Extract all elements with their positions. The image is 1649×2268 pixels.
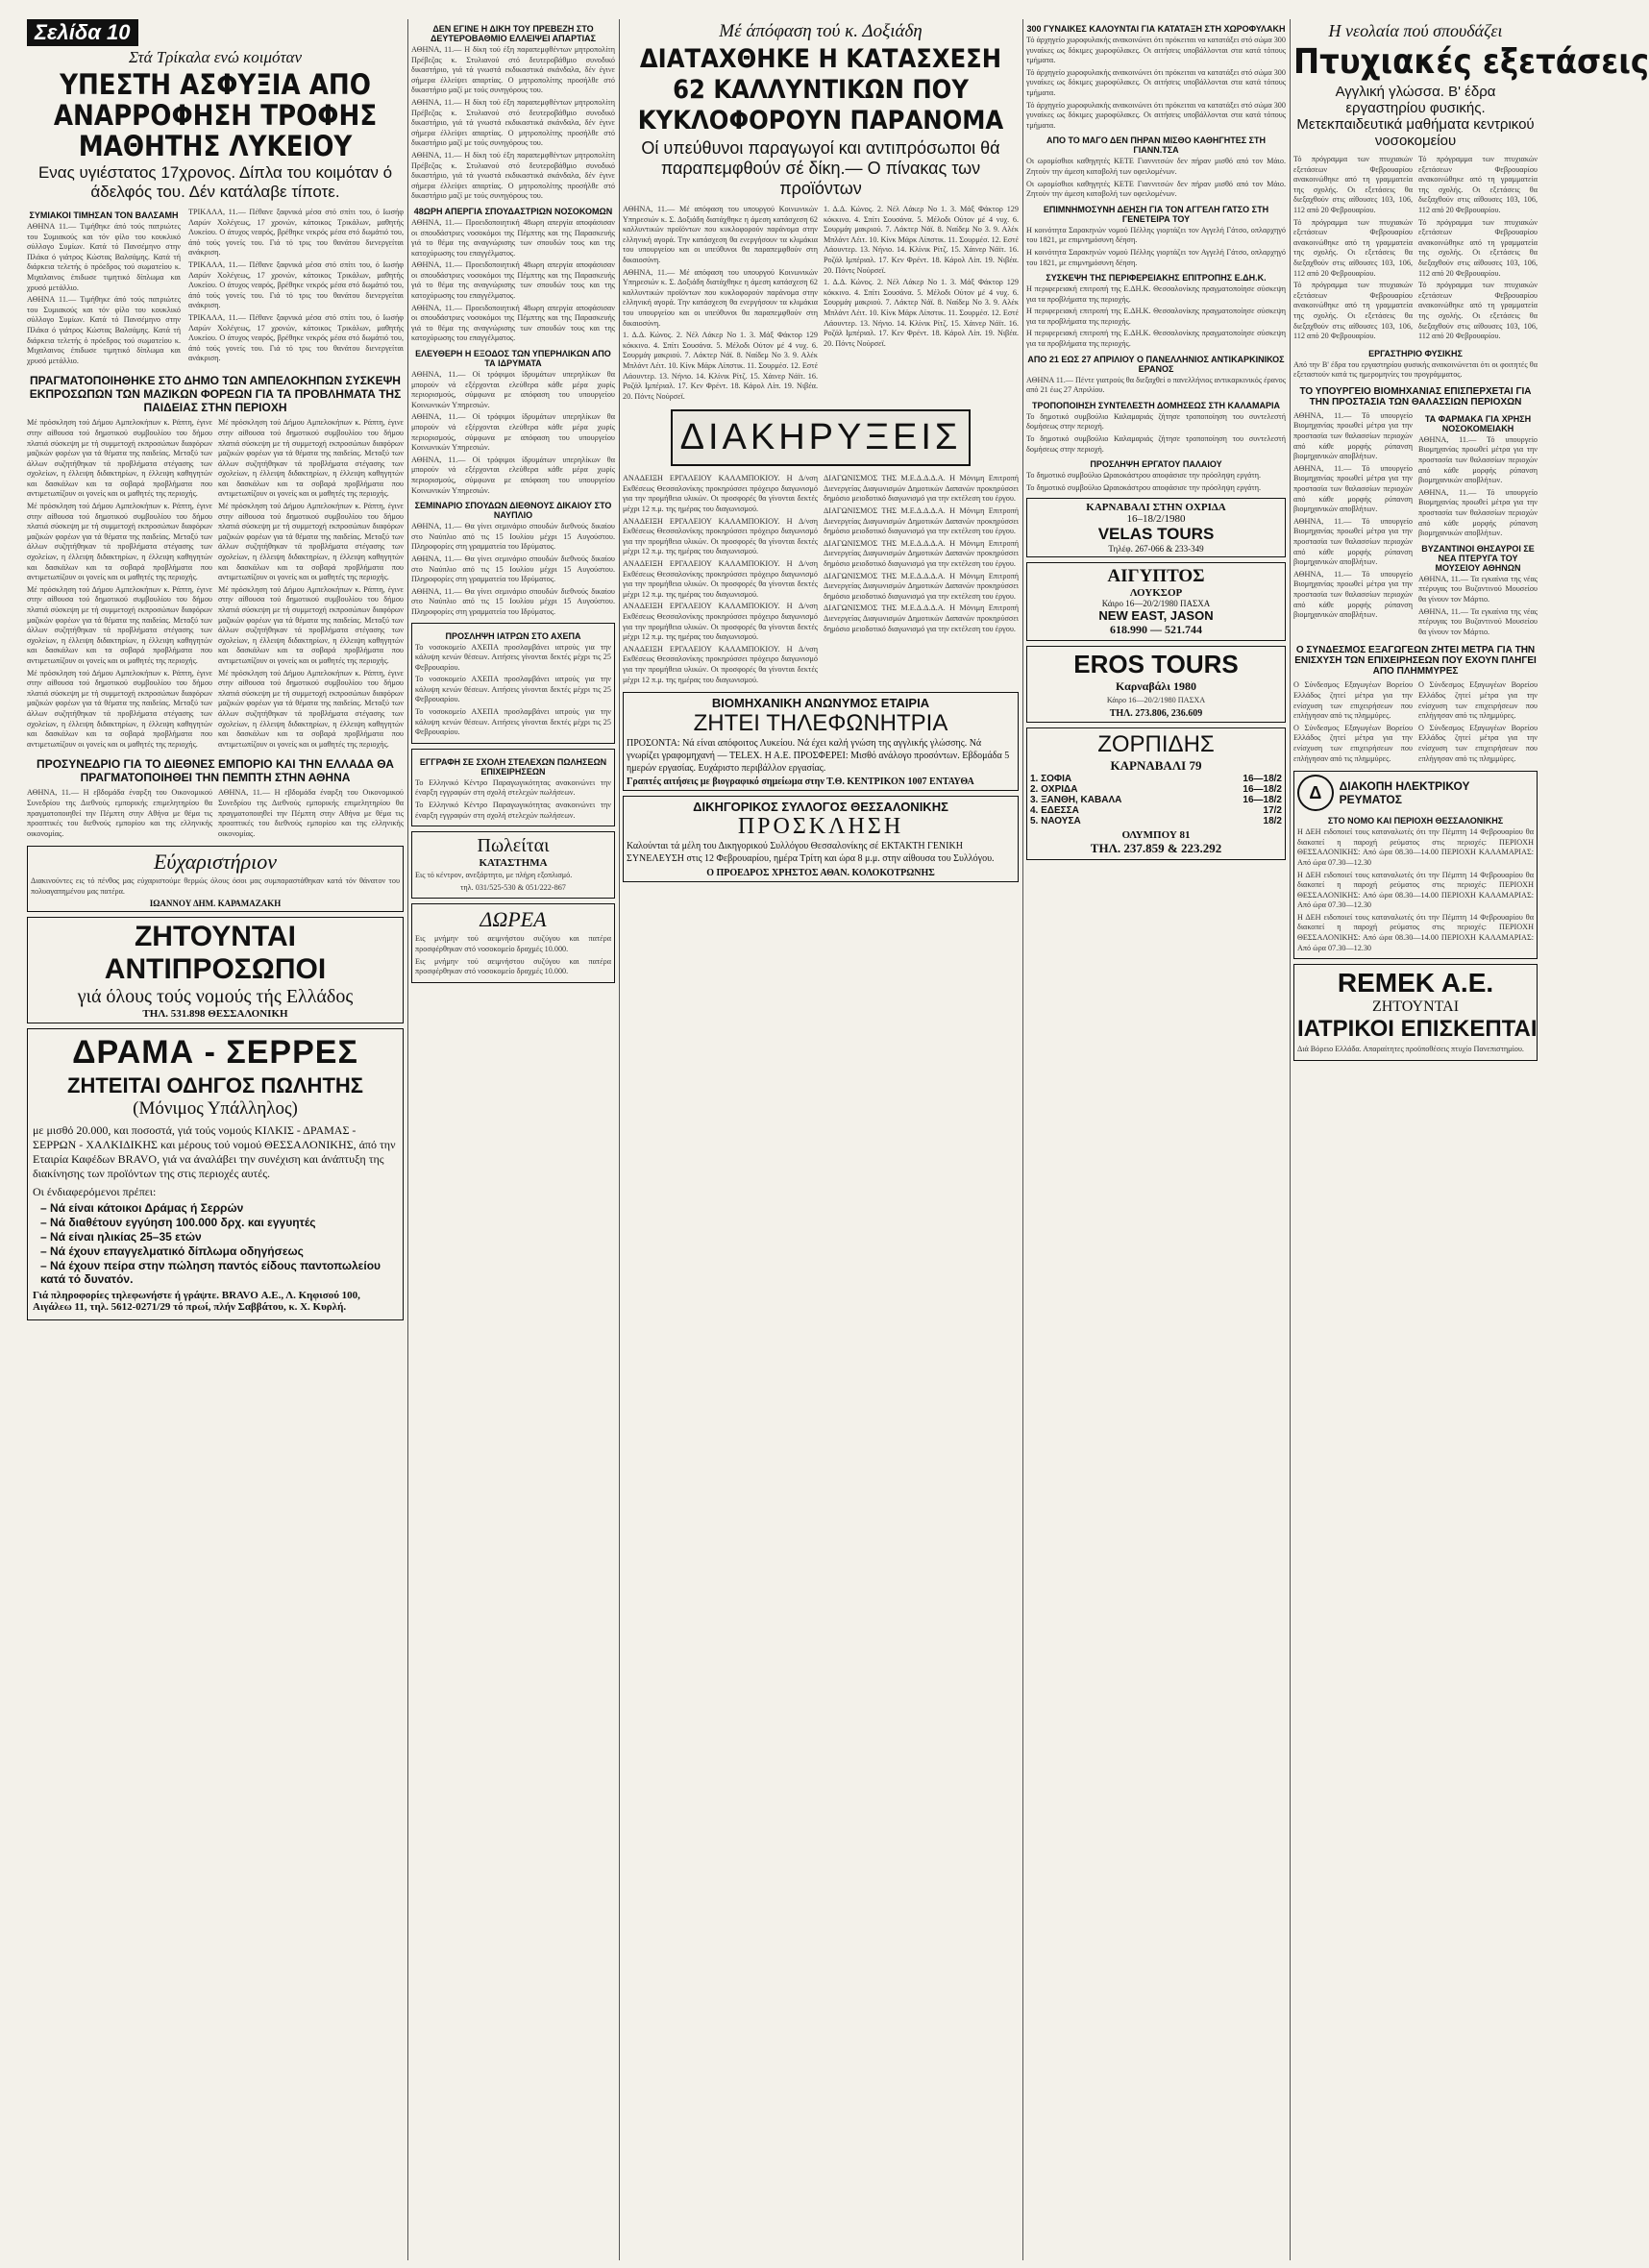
article-text: ΑΘΗΝΑ, 11.— Προειδοποιητική 48ωρη απεργία αποφάσισαν οι σπουδάστριες νοσοκόμοι της Πέμπτης και της Παρασκευής γιά το θέμα της αναγνώρισης των σπουδών τους και της κατοχύρωσης του επαγγέλματος. <box>411 303 615 343</box>
ad-subtitle: (Μόνιμος Υπάλληλος) <box>133 1098 298 1120</box>
article-deck: Οί υπεύθυνοι παραγωγοί και αντιπρόσωποι θά παραπεμφθούν σέ δίκη.— Ο πίνακας των προϊόντων <box>641 138 1000 198</box>
article-subhead: ΒΥΖΑΝΤΙΝΟΙ ΘΗΣΑΥΡΟΙ ΣΕ ΝΕΑ ΠΤΕΡΥΓΑ ΤΟΥ ΜΟΥΣΕΙΟΥ ΑΘΗΝΩΝ <box>1421 543 1535 573</box>
deh-logo-icon: Δ <box>1297 775 1334 811</box>
ad-row <box>1030 816 1282 826</box>
article-text: Τό πρόγραμμα των πτυχιακών εξετάσεων Φεβρουαρίου ανακοινώθηκε από τη γραμματεία της σχολής. Οι εξετάσεις θα διεξαχθούν στις αίθουσες 103, 106, 112 από 20 Φεβρουαρίου. <box>1418 281 1538 341</box>
article-text: Τό πρόγραμμα των πτυχιακών εξετάσεων Φεβρουαρίου ανακοινώθηκε από τη γραμματεία της σχολής. Οι εξετάσεις θα διεξαχθούν στις αίθουσες 103, 106, 112 από 20 Φεβρουαρίου. <box>1293 281 1413 341</box>
tender-text: ΔΙΑΓΩΝΙΣΜΟΣ ΤΗΣ Μ.Ε.Δ.Δ.Δ.Α. Η Μόνιμη Επιτροπή Διενεργείας Διαγωνισμών Δημοτικών Δαπανών προκηρύσσει δημόσιο μειοδοτικό διαγωνισμό για την εκτέλεση του έργου. <box>824 538 1019 569</box>
article-subhead: ΣΥΣΚΕΨΗ ΤΗΣ ΠΕΡΙΦΕΡΕΙΑΚΗΣ ΕΠΙΤΡΟΠΗΣ Ε.ΔΗ.Κ. <box>1046 273 1267 284</box>
thanks-title: Εύχαριστήριον <box>153 850 278 875</box>
driver-job-ad <box>27 1028 404 1320</box>
bar-association-notice <box>623 796 1019 882</box>
article-text: Ο Σύνδεσμος Εξαγωγέων Βορείου Ελλάδος ζητεί μέτρα για την ενίσχυση των επιχειρήσεων που επλήγησαν από τις πλημμύρες. <box>1293 723 1413 763</box>
tender-text: ΔΙΑΓΩΝΙΣΜΟΣ ΤΗΣ Μ.Ε.Δ.Δ.Δ.Α. Η Μόνιμη Επιτροπή Διενεργείας Διαγωνισμών Δημοτικών Δαπανών προκηρύσσει δημόσιο μειοδοτικό διαγωνισμό για την εκτέλεση του έργου. <box>824 571 1019 601</box>
ad-requirement: – Νά είναι ηλικίας 25–35 ετών <box>40 1230 202 1245</box>
ad-address: ΟΛΥΜΠΟΥ 81 <box>1121 829 1191 841</box>
column-2 <box>411 19 615 2260</box>
article-text: ΤΡΙΚΑΛΑ, 11.— Πέθανε ξαφνικά μέσα στό σπίτι του, ό Ιωσήφ Λαρών Χολέγεως, 17 χρονών, κάτοικος Τρικάλων, μαθητής Λυκείου. Ο άτυχος νεαρός, βρέθηκε νεκρός μέσα στό δωμάτιό του, άπό τούς γονείς του. Γιά τό τρις του θανάτου διενεργείται ανάκριση. <box>188 312 404 363</box>
tender-text: ΔΙΑΓΩΝΙΣΜΟΣ ΤΗΣ Μ.Ε.Δ.Δ.Δ.Α. Η Μόνιμη Επιτροπή Διενεργείας Διαγωνισμών Δημοτικών Δαπανών προκηρύσσει δημόσιο μειοδοτικό διαγωνισμό για την εκτέλεση του έργου. <box>824 506 1019 536</box>
article-subhead: ΑΠΟ ΤΟ ΜΑΓΟ ΔΕΝ ΠΗΡΑΝ ΜΙΣΘΟ ΚΑΘΗΓΗΤΕΣ ΣΤΗ ΓΙΑΝΝ.ΤΣΑ <box>1046 136 1267 156</box>
article-text: Από την Β' έδρα του εργαστηρίου φυσικής ανακοινώνεται ότι οι φοιτητές θα εξεταστούν κατά τις ημερομηνίες του προγράμματος. <box>1293 359 1538 380</box>
ad-title: ΚΑΡΝΑΒΑΛΙ ΣΤΗΝ ΟΧΡΙΔΑ <box>1086 502 1226 514</box>
notice-box <box>411 749 615 826</box>
column-4 <box>1026 19 1286 2260</box>
page-number-tag: Σελίδα 10 <box>27 19 138 46</box>
article-text: Μέ πρόσκληση τού Δήμου Αμπελοκήπων κ. Ράπτη, έγινε στην αίθουσα τού δημοτικού συμβουλίου του δήμου πλατιά σύσκεψη με τή συμμετοχή εκπροσώπων διαφόρων μαζικών φορέων για τά θέματα της παιδείας. Μεταξύ των άλλων συζητήθηκαν τά προβλήματα στέγασης των σχολείων, η έλλειψη διδακτηρίων, η έλλειψη καθηγητών και δασκάλων και τα σοβαρά προβλήματα που αντιμετωπίζουν οι γονείς και οι μαθητές της περιοχής. <box>218 584 404 665</box>
notice-text: Το νοσοκομείο ΑΧΕΠΑ προσλαμβάνει ιατρούς για την κάλυψη κενών θέσεων. Αιτήσεις γίνονται δεκτές μέχρι τις 25 Φεβρουαρίου. <box>415 642 611 672</box>
article-text: ΑΘΗΝΑ, 11.— Η εβδομάδα έναρξη του Οικονομικού Συνεδρίου της Διεθνούς εμπορικής επιμελητηρίου θα πραγματοποιηθεί την Πέμπτη στην Αθήνα με θέμα τις προοπτικές του διεθνούς εμπορίου και της ελληνικής οικονομίας. <box>27 788 212 838</box>
article-text: ΑΘΗΝΑ, 11.— Μέ απόφαση του υπουργού Κοινωνικών Υπηρεσιών κ. Σ. Δοξιάδη διατάχθηκε η άμεση κατάσχεση 62 καλλυντικών προϊόντων που κυκλοφορούν παράνομα στην ελληνική αγορά. Την κατάσχεση θα ενεργήσουν τα κλιμάκια του υπουργείου και οι υπεύθυνοι θα παραπεμφθούν στη δικαιοσύνη. <box>623 267 818 328</box>
article-text: Τό άρχηγείο χωροφυλακής ανακοινώνει ότι πρόκειται να κατατάξει στό σώμα 300 γυναίκες ως δόκιμες χωροφύλακες. Οι αιτήσεις υποβάλλονται στα κατά τόπους τμήματα. <box>1026 36 1286 65</box>
article-text: ΑΘΗΝΑ, 11.— Τό υπουργείο Βιομηχανίας προωθεί μέτρα για την προστασία των θαλασσίων περιοχών από κάθε μορφής ρύπανση βιομηχανικών αποβλήτων. <box>1293 410 1413 461</box>
article-text: Τό πρόγραμμα των πτυχιακών εξετάσεων Φεβρουαρίου ανακοινώθηκε από τη γραμματεία της σχολής. Οι εξετάσεις θα διεξαχθούν στις αίθουσες 103, 106, 112 από 20 Φεβρουαρίου. <box>1418 155 1538 214</box>
article-text: Το δημοτικό συμβούλιο Ωραιοκάστρου αποφάσισε την πρόσληψη εργάτη. <box>1026 482 1262 492</box>
article-subhead: Ο ΣΥΝΔΕΣΜΟΣ ΕΞΑΓΩΓΕΩΝ ΖΗΤΕΙ ΜΕΤΡΑ ΓΙΑ ΤΗΝ ΕΝΙΣΧΥΣΗ ΤΩΝ ΕΠΙΧΕΙΡΗΣΕΩΝ ΠΟΥ ΕΧΟΥΝ ΠΛΗΓΕΙ ΑΠΟ ΠΛΗΜΜΥΡΕΣ <box>1294 645 1537 678</box>
ad-title: ΒΙΟΜΗΧΑΝΙΚΗ ΑΝΩΝΥΜΟΣ ΕΤΑΙΡΙΑ <box>711 696 930 711</box>
product-list: 1. Δ.Δ. Κώνος. 2. Νέλ Λάκερ Νο 1. 3. Μάξ Φάκτορ 129 κόκκινο. 4. Σπίτι Σουσάνα. 5. Μέλοδι Ούτον μέ 4 νυχ. 6. Σουρμάγ μακριού. 7. Λάκτερ Νάϊ. 8. Ναίδεμ Νο 3. 9. Αλέκ Μπλάντ Λέιτ. 10. Κίνκ Μάρκ Λίπστικ. 11. Σουρμέσ. 12. Εστέ Λάουντερ. 13. Νήνιο. 14. Κλίνικ Ρίτζ. 15. Χάινερ Νάϊτ. 16. Ροζάλ Ιμπέριαλ. 17. Κεν Φρέντ. 18. Κάρολ Λίπ. 19. Νιβέα. 20. Πόντς Νούρσεϊ. <box>824 205 1020 275</box>
power-outage-notice <box>1293 771 1538 959</box>
article-text: ΑΘΗΝΑ, 11.— Τα εγκαίνια της νέας πτέρυγας του Βυζαντινού Μουσείου θα γίνουν τον Μάρτιο. <box>1418 574 1538 604</box>
ad-requirement: – Νά διαθέτουν εγγύηση 100.000 δρχ. και εγγυητές <box>40 1216 316 1230</box>
ad-text: Κάιρο 16—20/2/1980 ΠΑΣΧΑ <box>1106 696 1206 705</box>
row-destination: 3. ΞΑΝΘΗ, ΚΑΒΑΛΑ <box>1030 795 1122 805</box>
article-text: Τό άρχηγείο χωροφυλακής ανακοινώνει ότι πρόκειται να κατατάξει στό σώμα 300 γυναίκες ως δόκιμες χωροφύλακες. Οι αιτήσεις υποβάλλονται στα κατά τόπους τμήματα. <box>1026 100 1286 130</box>
article-text: Μέ πρόσκληση τού Δήμου Αμπελοκήπων κ. Ράπτη, έγινε στην αίθουσα τού δημοτικού συμβουλίου του δήμου πλατιά σύσκεψη με τή συμμετοχή εκπροσώπων διαφόρων μαζικών φορέων για τά θέματα της παιδείας. Μεταξύ των άλλων συζητήθηκαν τά προβλήματα στέγασης των σχολείων, η έλλειψη διδακτηρίων, η έλλειψη καθηγητών και δασκάλων και τα σοβαρά προβλήματα που αντιμετωπίζουν οι γονείς και οι μαθητές της περιοχής. <box>218 418 404 499</box>
article-subhead: ΕΡΓΑΣΤΗΡΙΟ ΦΥΣΙΚΗΣ <box>1368 348 1463 358</box>
article-subhead: ΤΑ ΦΑΡΜΑΚΑ ΓΙΑ ΧΡΗΣΗ ΝΟΣΟΚΟΜΕΙΑΚΗ <box>1424 413 1532 433</box>
thanks-signature: ΙΩΑΝΝΟΥ ΔΗΜ. ΚΑΡΑΜΑΖΑΚΗ <box>149 899 282 909</box>
ad-requirement: – Νά είναι κάτοικοι Δράμας ή Σερρών <box>40 1201 244 1216</box>
tender-text: ΑΝΑΔΕΙΞΗ ΕΡΓΑΛΕΙΟΥ ΚΑΛΑΜΠΟΚΙΟΥ. Η Δ/νση Εκθέσεως Θεσσαλονίκης προκηρύσσει πρόχειρο διαγωνισμό για την προμήθεια υλικών. Οι προσφορές θα γίνονται δεκτές μέχρι 12 π.μ. της ημέρας του διαγωνισμού. <box>623 516 818 556</box>
article-text: ΑΘΗΝΑ, 11.— Η δίκη τού έξη παραπεμφθέντων μητροπολίτη Πρέβεζας κ. Στυλιανού στό δευτεροβάθμιο συνοδικό δικαστήριο, γιά τά γνωστά εκδικαστικά σκάνδαλα, δέν έγινε σήμερα έλλείψει απαρτίας. Ο μητροπολίτης προσήλθε στό δικαστήριο μαζί με τούς συνηγόρους του. <box>411 150 615 201</box>
article-text: ΑΘΗΝΑ, 11.— Προειδοποιητική 48ωρη απεργία αποφάσισαν οι σπουδάστριες νοσοκόμοι της Πέμπτης και της Παρασκευής γιά το θέμα της αναγνώρισης των σπουδών τους και της κατοχύρωσης του επαγγέλματος. <box>411 260 615 301</box>
ad-text: ΠΡΟΣΟΝΤΑ: Νά είναι απόφοιτος Λυκείου. Νά έχει καλή γνώση της αγγλικής γλώσσης. Νά γνωρίζει γραφομηχανή — TELEX. Η Α.Ε. ΠΡΟΣΦΕΡΕΙ: Μισθό ανάλογο προσόντων. Εβδομάδα 5 ημερών εργασίας. Ευχάριστο περιβάλλον εργασίας. <box>627 738 1010 775</box>
article-text: Τό πρόγραμμα των πτυχιακών εξετάσεων Φεβρουαρίου ανακοινώθηκε από τη γραμματεία της σχολής. Οι εξετάσεις θα διεξαχθούν στις αίθουσες 103, 106, 112 από 20 Φεβρουαρίου. <box>1418 217 1538 278</box>
article-text: Ο Σύνδεσμος Εξαγωγέων Βορείου Ελλάδος ζητεί μέτρα για την ενίσχυση των επιχειρήσεων που επλήγησαν από τις πλημμύρες. <box>1418 723 1538 763</box>
article-subhead: ΣΕΜΙΝΑΡΙΟ ΣΠΟΥΔΩΝ ΔΙΕΘΝΟΥΣ ΔΙΚΑΙΟΥ ΣΤΟ ΝΑΥΠΛΙΟ <box>414 501 612 521</box>
notice-title: ΕΓΓΡΑΦΗ ΣΕ ΣΧΟΛΗ ΣΤΕΛΕΧΩΝ ΠΩΛΗΣΕΩΝ ΕΠΙΧΕΙΡΗΣΕΩΝ <box>419 756 607 777</box>
ad-brand: REMEK A.E. <box>1337 968 1494 998</box>
ad-row <box>1030 774 1282 784</box>
ad-dates: 16–18/2/1980 <box>1126 513 1186 526</box>
article-text: ΑΘΗΝΑ, 11.— Οί τρόφιμοι ίδρυμάτων υπερηλίκων θα μπορούν νά εξέρχονται ελεύθερα κάθε μέρα χωρίς περιορισμούς, σύμφωνα με απόφαση του υπουργείου Κοινωνικών Υπηρεσιών. <box>411 370 615 409</box>
ad-requirement: – Νά έχουν πείρα στην πώληση παντός είδους παντοπωλείου κατά τό δυνατόν. <box>40 1259 381 1287</box>
article-subhead: ΕΠΙΜΝΗΜΟΣΥΝΗ ΔΕΗΣΗ ΓΙΑ ΤΟΝ ΑΓΓΕΛΗ ΓΑΤΣΟ ΣΤΗ ΓΕΝΕΤΕΙΡΑ ΤΟΥ <box>1043 204 1269 224</box>
article-text: Τό άρχηγείο χωροφυλακής ανακοινώνει ότι πρόκειται να κατατάξει στό σώμα 300 γυναίκες ως δόκιμες χωροφύλακες. Οι αιτήσεις υποβάλλονται στα κατά τόπους τμήματα. <box>1026 67 1286 97</box>
ad-phone: ΤΗΛ. 531.898 ΘΕΣΣΑΛΟΝΙΚΗ <box>142 1008 288 1021</box>
ad-row <box>1030 805 1282 816</box>
article-subhead: ΠΡΟΣΛΗΨΗ ΕΡΓΑΤΟΥ ΠΑΛΑΙΟΥ <box>1090 459 1222 470</box>
article-text: ΑΘΗΝΑ, 11.— Θα γίνει σεμινάριο σπουδών διεθνούς δικαίου στο Ναύπλιο από τις 15 Ιουλίου μέχρι 15 Αυγούστου. Πληροφορίες στη γραμματεία του Ιδρύματος. <box>411 554 615 584</box>
notice-subtitle: ΠΡΟΣΚΛΗΣΗ <box>737 814 904 840</box>
ad-subtitle: γιά όλους τούς νομούς τής Ελλάδος <box>77 986 354 1008</box>
notice-text: Το νοσοκομείο ΑΧΕΠΑ προσλαμβάνει ιατρούς για την κάλυψη κενών θέσεων. Αιτήσεις γίνονται δεκτές μέχρι τις 25 Φεβρουαρίου. <box>415 707 611 737</box>
column-rule <box>619 19 620 2260</box>
ad-requirements-title: Οι ένδιαφερόμενοι πρέπει: <box>33 1185 157 1199</box>
thanks-text: Διακινούντες εις τό πένθος μας εύχαριστούμε θερμώς όλους όσοι μας συμπαραστάθηκαν κατά τόν θάνατον του πολυαγαπημένου μας πατέρα. <box>31 876 400 896</box>
article-text: Μέ πρόσκληση τού Δήμου Αμπελοκήπων κ. Ράπτη, έγινε στην αίθουσα τού δημοτικού συμβουλίου του δήμου πλατιά σύσκεψη με τή συμμετοχή εκπροσώπων διαφόρων μαζικών φορέων για τά θέματα της παιδείας. Μεταξύ των άλλων συζητήθηκαν τά προβλήματα στέγασης των σχολείων, η έλλειψη διδακτηρίων, η έλλειψη καθηγητών και δασκάλων και τα σοβαρά προβλήματα που αντιμετωπίζουν οι γονείς και οι μαθητές της περιοχής. <box>27 418 212 499</box>
article-text: 1. Δ.Δ. Κώνος. 2. Νέλ Λάκερ Νο 1. 3. Μάξ Φάκτορ 129 κόκκινο. 4. Σπίτι Σουσάνα. 5. Μέλοδι Ούτον μέ 4 νυχ. 6. Σουρμάγ μακριού. 7. Λάκτερ Νάϊ. 8. Ναίδεμ Νο 3. 9. Αλέκ Μπλάντ Λέιτ. 10. Κίνκ Μάρκ Λίπστικ. 11. Σουρμέσ. 12. Εστέ Λάουντερ. 13. Νήνιο. 14. Κλίνικ Ρίτζ. 15. Χάινερ Νάϊτ. 16. Ροζάλ Ιμπέριαλ. 17. Κεν Φρέντ. 18. Κάρολ Λίπ. 19. Νιβέα. 20. Πόντς Νούρσεϊ. <box>623 331 819 401</box>
article-subhead: ΠΡΑΓΜΑΤΟΠΟΙΗΘΗΚΕ ΣΤΟ ΔΗΜΟ ΤΩΝ ΑΜΠΕΛΟΚΗΠΩΝ ΣΥΣΚΕΨΗ ΕΚΠΡΟΣΩΠΩΝ ΤΩΝ ΜΑΖΙΚΩΝ ΦΟΡΕΩΝ ΓΙΑ ΤΑ ΠΡΟΒΛΗΜΑΤΑ ΤΗΣ ΠΑΙΔΕΙΑΣ ΣΤΗΝ ΠΕΡΙΟΧΗ <box>29 374 402 415</box>
zorpidis-ad <box>1026 727 1286 860</box>
article-deck: Ενας υγιέστατος 17χρονος. Δίπλα του κοιμόταν ό άδελφός του. Δέν κατάλαβε τίποτε. <box>37 163 393 201</box>
article-text: ΑΘΗΝΑ, 11.— Η εβδομάδα έναρξη του Οικονομικού Συνεδρίου της Διεθνούς εμπορικής επιμελητηρίου θα πραγματοποιηθεί την Πέμπτη στην Αθήνα με θέμα τις προοπτικές του διεθνούς εμπορίου και της ελληνικής οικονομίας. <box>218 788 404 838</box>
article-text: Μέ πρόσκληση τού Δήμου Αμπελοκήπων κ. Ράπτη, έγινε στην αίθουσα τού δημοτικού συμβουλίου του δήμου πλατιά σύσκεψη με τή συμμετοχή εκπροσώπων διαφόρων μαζικών φορέων για τά θέματα της παιδείας. Μεταξύ των άλλων συζητήθηκαν τά προβλήματα στέγασης των σχολείων, η έλλειψη διδακτηρίων, η έλλειψη καθηγητών και δασκάλων και τα σοβαρά προβλήματα που αντιμετωπίζουν οι γονείς και οι μαθητές της περιοχής. <box>27 668 212 749</box>
column-rule <box>1022 19 1023 2260</box>
ad-contact: Γραπτές αιτήσεις με βιογραφικό σημείωμα στην Τ.Θ. ΚΕΝΤΡΙΚΟΝ 1007 ΕΝΤΑΥΘΑ <box>627 777 974 788</box>
ad-title: ΔΡΑΜΑ - ΣΕΡΡΕΣ <box>72 1034 358 1072</box>
article-subhead: ΕΛΕΥΘΕΡΗ Η ΕΞΟΔΟΣ ΤΩΝ ΥΠΕΡΗΛΙΚΩΝ ΑΠΟ ΤΑ ΙΔΡΥΜΑΤΑ <box>415 349 611 369</box>
carnival-ad <box>1026 498 1286 557</box>
article-text: Η περιφερειακή επιτροπή της Ε.ΔΗ.Κ. Θεσσαλονίκης πραγματοποίησε σύσκεψη για τα προβλήματα της περιοχής. <box>1026 329 1286 349</box>
article-subhead: 300 ΓΥΝΑΙΚΕΣ ΚΑΛΟΥΝΤΑΙ ΓΙΑ ΚΑΤΑΤΑΞΗ ΣΤΗ ΧΩΡΟΦΥΛΑΚΗ <box>1026 24 1286 34</box>
row-destination: 2. ΟΧΡΙΔΑ <box>1030 784 1078 795</box>
ad-subtitle: Καρναβάλι 1980 <box>1116 679 1196 694</box>
column-rule <box>1290 19 1291 2260</box>
ad-phone: τηλ. 031/525-530 & 051/222-867 <box>460 882 566 892</box>
article-text: ΤΡΙΚΑΛΑ, 11.— Πέθανε ξαφνικά μέσα στό σπίτι του, ό Ιωσήφ Λαρών Χολέγεως, 17 χρονών, κάτοικος Τρικάλων, μαθητής Λυκείου. Ο άτυχος νεαρός, βρέθηκε νεκρός μέσα στό δωμάτιό του, άπό τούς γονείς του. Γιά τό τρις του θανάτου διενεργείται ανάκριση. <box>188 259 404 310</box>
ad-row <box>1030 784 1282 795</box>
ad-text: Διά Βόρειο Ελλάδα. Απαραίτητες προϋποθέσεις πτυχίο Πανεπιστημίου. <box>1297 1045 1524 1054</box>
notice-text: Το Ελληνικό Κέντρο Παραγωγικότητας ανακοινώνει την έναρξη εγγραφών στη σχολή στελεχών πωλήσεων. <box>415 801 611 820</box>
product-list: 1. Δ.Δ. Κώνος. 2. Νέλ Λάκερ Νο 1. 3. Μάξ Φάκτορ 129 κόκκινο. 4. Σπίτι Σουσάνα. 5. Μέλοδι Ούτον μέ 4 νυχ. 6. Σουρμάγ μακριού. 7. Λάκτερ Νάϊ. 8. Ναίδεμ Νο 3. 9. Αλέκ Μπλάντ Λέιτ. 10. Κίνκ Μάρκ Λίπστικ. 11. Σουρμέσ. 12. Εστέ Λάουντερ. 13. Νήνιο. 14. Κλίνικ Ρίτζ. 15. Χάινερ Νάϊτ. 16. Ροζάλ Ιμπέριαλ. 17. Κεν Φρέντ. 18. Κάρολ Λίπ. 19. Νιβέα. 20. Πόντς Νούρσεϊ. <box>824 278 1020 348</box>
row-destination: 4. ΕΔΕΣΣΑ <box>1030 805 1079 816</box>
article-subhead: ΤΟ ΥΠΟΥΡΓΕΙΟ ΒΙΟΜΗΧΑΝΙΑΣ ΕΠΙΣΠΕΡΧΕΤΑΙ ΓΙΑ ΤΗΝ ΠΡΟΣΤΑΣΙΑ ΤΩΝ ΘΑΛΑΣΣΙΩΝ ΠΕΡΙΟΧΩΝ <box>1299 385 1532 407</box>
article-text: Μέ πρόσκληση τού Δήμου Αμπελοκήπων κ. Ράπτη, έγινε στην αίθουσα τού δημοτικού συμβουλίου του δήμου πλατιά σύσκεψη με τή συμμετοχή εκπροσώπων διαφόρων μαζικών φορέων για τά θέματα της παιδείας. Μεταξύ των άλλων συζητήθηκαν τά προβλήματα στέγασης των σχολείων, η έλλειψη διδακτηρίων, η έλλειψη καθηγητών και δασκάλων και τα σοβαρά προβλήματα που αντιμετωπίζουν οι γονείς και οι μαθητές της περιοχής. <box>27 502 212 582</box>
article-subhead: ΤΡΟΠΟΠΟΙΗΣΗ ΣΥΝΤΕΛΕΣΤΗ ΔΟΜΗΣΕΩΣ ΣΤΗ ΚΑΛΑΜΑΡΙΑ <box>1031 400 1281 410</box>
article-text: ΑΘΗΝΑ, 11.— Οί τρόφιμοι ίδρυμάτων υπερηλίκων θα μπορούν νά εξέρχονται ελεύθερα κάθε μέρα χωρίς περιορισμούς, σύμφωνα με απόφαση του υπουργείου Κοινωνικών Υπηρεσιών. <box>411 455 615 495</box>
row-destination: 5. ΝΑΟΥΣΑ <box>1030 816 1081 826</box>
notice-text: Εις μνήμην τού αειμνήστου συζύγου και πατέρα προσφέρθηκαν στό νοσοκομείο δραχμές 10.000. <box>415 956 611 976</box>
article-headline: ΥΠΕΣΤΗ ΑΣΦΥΞΙΑ ΑΠΟ ΑΝΑΡΡΟΦΗΣΗ ΤΡΟΦΗΣ ΜΑΘΗΤΗΣ ΛΥΚΕΙΟΥ <box>53 68 378 162</box>
article-text: Η περιφερειακή επιτροπή της Ε.ΔΗ.Κ. Θεσσαλονίκης πραγματοποίησε σύσκεψη για τα προβλήματα της περιοχής. <box>1026 307 1286 326</box>
ad-text: Κάιρο 16—20/2/1980 ΠΑΣΧΑ <box>1101 599 1211 609</box>
tender-text: ΔΙΑΓΩΝΙΣΜΟΣ ΤΗΣ Μ.Ε.Δ.Δ.Δ.Α. Η Μόνιμη Επιτροπή Διενεργείας Διαγωνισμών Δημοτικών Δαπανών προκηρύσσει δημόσιο μειοδοτικό διαγωνισμό για την εκτέλεση του έργου. <box>824 604 1019 633</box>
article-text: ΑΘΗΝΑ, 11.— Θα γίνει σεμινάριο σπουδών διεθνούς δικαίου στο Ναύπλιο από τις 15 Ιουλίου μέχρι 15 Αυγούστου. Πληροφορίες στη γραμματεία του Ιδρύματος. <box>411 522 615 552</box>
ad-phone: ΤΗΛ. 273.806, 236.609 <box>1109 708 1203 719</box>
ad-brand: NEW EAST, JASON <box>1098 608 1214 624</box>
column-3 <box>623 19 1019 2260</box>
notice-title: ΔΙΑΚΟΠΗ ΗΛΕΚΤΡΙΚΟΥ ΡΕΥΜΑΤΟΣ <box>1339 779 1470 807</box>
article-text: Το δημοτικό συμβούλιο Καλαμαριάς ζήτησε τροποποίηση του συντελεστή δομήσεως στην περιοχή. <box>1026 411 1286 431</box>
article-text: Μέ πρόσκληση τού Δήμου Αμπελοκήπων κ. Ράπτη, έγινε στην αίθουσα τού δημοτικού συμβουλίου του δήμου πλατιά σύσκεψη με τή συμμετοχή εκπροσώπων διαφόρων μαζικών φορέων για τά θέματα της παιδείας. Μεταξύ των άλλων συζητήθηκαν τά προβλήματα στέγασης των σχολείων, η έλλειψη διδακτηρίων, η έλλειψη καθηγητών και δασκάλων και τα σοβαρά προβλήματα που αντιμετωπίζουν οι γονείς και οι μαθητές της περιοχής. <box>218 502 404 582</box>
notice-title: ΔΙΚΗΓΟΡΙΚΟΣ ΣΥΛΛΟΓΟΣ ΘΕΣΣΑΛΟΝΙΚΗΣ <box>693 800 948 815</box>
article-text: Μέ πρόσκληση τού Δήμου Αμπελοκήπων κ. Ράπτη, έγινε στην αίθουσα τού δημοτικού συμβουλίου του δήμου πλατιά σύσκεψη με τή συμμετοχή εκπροσώπων διαφόρων μαζικών φορέων για τά θέματα της παιδείας. Μεταξύ των άλλων συζητήθηκαν τά προβλήματα στέγασης των σχολείων, η έλλειψη διδακτηρίων, η έλλειψη καθηγητών και δασκάλων και τα σοβαρά προβλήματα που αντιμετωπίζουν οι γονείς και οι μαθητές της περιοχής. <box>27 584 212 665</box>
article-text: ΑΘΗΝΑ, 11.— Οί τρόφιμοι ίδρυμάτων υπερηλίκων θα μπορούν νά εξέρχονται ελεύθερα κάθε μέρα χωρίς περιορισμούς, σύμφωνα με απόφαση του υπουργείου Κοινωνικών Υπηρεσιών. <box>411 412 615 453</box>
ad-subtitle: ΙΑΤΡΙΚΟΙ ΕΠΙΣΚΕΠΤΑΙ <box>1297 1016 1538 1043</box>
article-text: ΑΘΗΝΑ 11.— Τιμήθηκε άπό τούς πατριώτες του Συμιακούς και τόν φίλο του κουκλικό σύλλογο Συμίων. Κατά τό Πανσέμηνο στην Πλάκα ό γιάτρος Κώστας Βαλσάμης. Κατά τή διάρκεια τελετής ό πρόεδρος τού σωματείου κ. Μιχαλαινος έπιδωσε τιμητικό δίπλωμα και χρυσό μετάλλιο. <box>27 295 181 365</box>
article-text: ΑΘΗΝΑ, 11.— Τό υπουργείο Βιομηχανίας προωθεί μέτρα για την προστασία των θαλασσίων περιοχών από κάθε μορφής ρύπανση βιομηχανικών αποβλήτων. <box>1293 463 1413 514</box>
ad-title: Πωλείται <box>477 835 550 857</box>
ad-phone: 618.990 — 521.744 <box>1110 623 1202 637</box>
notice-box <box>411 623 615 744</box>
article-text: Η κοινότητα Σαρακηνών νομού Πέλλης γιορτάζει τον Αγγελή Γάτσο, οπλαρχηγό του 1821, με επιμνημόσυνη δέηση. <box>1026 225 1286 245</box>
article-text: ΑΘΗΝΑ, 11.— Η δίκη τού έξη παραπεμφθέντων μητροπολίτη Πρέβεζας κ. Στυλιανού στό δευτεροβάθμιο συνοδικό δικαστήριο, γιά τά γνωστά εκδικαστικά σκάνδαλα, δέν έγινε σήμερα έλλείψει απαρτίας. Ο μητροπολίτης προσήλθε στό δικαστήριο μαζί με τούς συνηγόρους του. <box>411 45 615 95</box>
ad-brand: EROS TOURS <box>1073 650 1239 679</box>
notice-text: Η ΔΕΗ ειδοποιεί τους καταναλωτές ότι την Πέμπτη 14 Φεβρουαρίου θα διακοπεί η παροχή ρεύματος στις περιοχές: ΠΕΡΙΟΧΗ ΘΕΣΣΑΛΟΝΙΚΗΣ: Από ώρα 08.30—14.00 ΠΕΡΙΟΧΗ ΚΑΛΑΜΑΡΙΑΣ: Από ώρα 07.30—12.30 <box>1297 870 1534 910</box>
article-text: ΑΘΗΝΑ, 11.— Προειδοποιητική 48ωρη απεργία αποφάσισαν οι σπουδάστριες νοσοκόμοι της Πέμπτης και της Παρασκευής γιά το θέμα της αναγνώρισης των σπουδών τους και της κατοχύρωσης του επαγγέλματος. <box>411 217 615 258</box>
row-date: 17/2 <box>1263 805 1282 816</box>
eros-tours-ad <box>1026 646 1286 723</box>
article-text: Ο Σύνδεσμος Εξαγωγέων Βορείου Ελλάδος ζητεί μέτρα για την ενίσχυση των επιχειρήσεων που επλήγησαν από τις πλημμύρες. <box>1418 680 1538 721</box>
ad-title: ΑΙΓΥΠΤΟΣ <box>1107 566 1205 587</box>
article-kicker: Στά Τρίκαλα ενώ κοιμόταν <box>128 48 303 66</box>
article-text: ΤΡΙΚΑΛΑ, 11.— Πέθανε ξαφνικά μέσα στό σπίτι του, ό Ιωσήφ Λαρών Χολέγεως, 17 χρονών, κάτοικος Τρικάλων, μαθητής Λυκείου. Ο άτυχος νεαρός, βρέθηκε νεκρός μέσα στό δωμάτιό του, άπό τούς γονείς του. Γιά τό τρις του θανάτου διενεργείται ανάκριση. <box>188 208 404 258</box>
article-text: ΑΘΗΝΑ, 11.— Τα εγκαίνια της νέας πτέρυγας του Βυζαντινού Μουσείου θα γίνουν τον Μάρτιο. <box>1418 606 1538 636</box>
article-text: ΑΘΗΝΑ, 11.— Μέ απόφαση του υπουργού Κοινωνικών Υπηρεσιών κ. Σ. Δοξιάδη διατάχθηκε η άμεση κατάσχεση 62 καλλυντικών προϊόντων που κυκλοφορούν παράνομα στην ελληνική αγορά. Την κατάσχεση θα ενεργήσουν τα κλιμάκια του υπουργείου και οι υπεύθυνοι θα παραπεμφθούν στη δικαιοσύνη. <box>623 205 818 264</box>
row-date: 16—18/2 <box>1243 795 1282 805</box>
article-text: Το δημοτικό συμβούλιο Καλαμαριάς ζήτησε τροποποίηση του συντελεστή δομήσεως στην περιοχή. <box>1026 434 1286 454</box>
remek-job-ad <box>1293 964 1538 1061</box>
article-subhead: ΔΕΝ ΕΓΙΝΕ Η ΔΙΚΗ ΤΟΥ ΠΡΕΒΕΖΗ ΣΤΟ ΔΕΥΤΕΡΟΒΑΘΜΙΟ ΕΛΛΕΙΨΕΙ ΑΠΑΡΤΙΑΣ <box>430 24 597 43</box>
ad-subtitle: ΛΟΥΚΣΟΡ <box>1129 587 1183 600</box>
notice-subtitle: ΣΤΟ ΝΟΜΟ ΚΑΙ ΠΕΡΙΟΧΗ ΘΕΣΣΑΛΟΝΙΚΗΣ <box>1327 816 1504 826</box>
column-5 <box>1293 19 1649 2260</box>
notice-text: Το νοσοκομείο ΑΧΕΠΑ προσλαμβάνει ιατρούς για την κάλυψη κενών θέσεων. Αιτήσεις γίνονται δεκτές μέχρι τις 25 Φεβρουαρίου. <box>415 675 611 704</box>
ad-subtitle: ΖΗΤΟΥΝΤΑΙ <box>1371 998 1460 1016</box>
notice-text: Η ΔΕΗ ειδοποιεί τους καταναλωτές ότι την Πέμπτη 14 Φεβρουαρίου θα διακοπεί η παροχή ρεύματος στις περιοχές: ΠΕΡΙΟΧΗ ΘΕΣΣΑΛΟΝΙΚΗΣ: Από ώρα 08.30—14.00 ΠΕΡΙΟΧΗ ΚΑΛΑΜΑΡΙΑΣ: Από ώρα 07.30—12.30 <box>1297 827 1534 867</box>
row-destination: 1. ΣΟΦΙΑ <box>1030 774 1072 784</box>
ad-text: Εις τό κέντρον, ανεξάρτητο, με πλήρη εξοπλισμό. <box>415 871 573 880</box>
notice-text: Η ΔΕΗ ειδοποιεί τους καταναλωτές ότι την Πέμπτη 14 Φεβρουαρίου θα διακοπεί η παροχή ρεύματος στις περιοχές: ΠΕΡΙΟΧΗ ΘΕΣΣΑΛΟΝΙΚΗΣ: Από ώρα 08.30—14.00 ΠΕΡΙΟΧΗ ΚΑΛΑΜΑΡΙΑΣ: Από ώρα 07.30—12.30 <box>1297 912 1534 952</box>
notice-text: Καλούνται τά μέλη του Δικηγορικού Συλλόγου Θεσσαλονίκης σέ ΕΚΤΑΚΤΗ ΓΕΝΙΚΗ ΣΥΝΕΛΕΥΣΗ στις 12 Φεβρουαρίου, ημέρα Τρίτη και ώρα 8 μ.μ. στην αίθουσα του Συλλόγου. <box>627 841 995 865</box>
article-text: ΑΘΗΝΑ, 11.— Θα γίνει σεμινάριο σπουδών διεθνούς δικαίου στο Ναύπλιο από τις 15 Ιουλίου μέχρι 15 Αυγούστου. Πληροφορίες στη γραμματεία του Ιδρύματος. <box>411 586 615 616</box>
article-subhead: ΣΥΜΙΑΚΟΙ ΤΙΜΗΣΑΝ ΤΟΝ ΒΑΛΣΑΜΗ <box>29 210 179 220</box>
article-text: Τό πρόγραμμα των πτυχιακών εξετάσεων Φεβρουαρίου ανακοινώθηκε από τη γραμματεία της σχολής. Οι εξετάσεις θα διεξαχθούν στις αίθουσες 103, 106, 112 από 20 Φεβρουαρίου. <box>1293 217 1413 278</box>
column-rule <box>407 19 408 2260</box>
article-text: Οι ωρομίσθιοι καθηγητές ΚΕΤΕ Γιαννιτσών δεν πήραν μισθό από τον Μάιο. Ζητούν την άμεση καταβολή των οφειλομένων. <box>1026 179 1286 199</box>
ad-text: με μισθό 20.000, και ποσοστά, γιά τούς νομούς ΚΙΛΚΙΣ - ΔΡΑΜΑΣ - ΣΕΡΡΩΝ - ΧΑΛΚΙΔΙΚΗΣ και μέρους τού νομού ΘΕΣΣΑΛΟΝΙΚΗΣ, άπό την Εταιρία Καφέδων BRAVO, γιά να άναλάβει την συνέχιση και άνάπτυξη της διακίνησης των προϊόντων της στις περιοχές αυτές. <box>33 1123 396 1181</box>
tender-text: ΑΝΑΔΕΙΞΗ ΕΡΓΑΛΕΙΟΥ ΚΑΛΑΜΠΟΚΙΟΥ. Η Δ/νση Εκθέσεως Θεσσαλονίκης προκηρύσσει πρόχειρο διαγωνισμό για την προμήθεια υλικών. Οι προσφορές θα γίνονται δεκτές μέχρι 12 π.μ. της ημέρας του διαγωνισμού. <box>623 559 818 599</box>
article-headline: Πτυχιακές εξετάσεις <box>1293 42 1649 82</box>
row-date: 16—18/2 <box>1243 774 1282 784</box>
ad-brand: VELAS TOURS <box>1097 525 1215 544</box>
article-text: ΑΘΗΝΑ, 11.— Τό υπουργείο Βιομηχανίας προωθεί μέτρα για την προστασία των θαλασσίων περιοχών από κάθε μορφής ρύπανση βιομηχανικών αποβλήτων. <box>1293 569 1413 620</box>
column-1 <box>27 19 404 2260</box>
article-text: Μέ πρόσκληση τού Δήμου Αμπελοκήπων κ. Ράπτη, έγινε στην αίθουσα τού δημοτικού συμβουλίου του δήμου πλατιά σύσκεψη με τή συμμετοχή εκπροσώπων διαφόρων μαζικών φορέων για τά θέματα της παιδείας. Μεταξύ των άλλων συζητήθηκαν τά προβλήματα στέγασης των σχολείων, η έλλειψη διδακτηρίων, η έλλειψη καθηγητών και δασκάλων και τα σοβαρά προβλήματα που αντιμετωπίζουν οι γονείς και οι μαθητές της περιοχής. <box>218 668 404 749</box>
article-subhead: ΠΡΟΣΥΝΕΔΡΙΟ ΓΙΑ ΤΟ ΔΙΕΘΝΕΣ ΕΜΠΟΡΙΟ ΚΑΙ ΤΗΝ ΕΛΛΑΔΑ ΘΑ ΠΡΑΓΜΑΤΟΠΟΙΗΘΕΙ ΤΗΝ ΠΕΜΠΤΗ ΣΤΗΝ ΑΘΗΝΑ <box>37 757 394 785</box>
article-text: Το δημοτικό συμβούλιο Ωραιοκάστρου αποφάσισε την πρόσληψη εργάτη. <box>1026 471 1262 481</box>
article-text: Η κοινότητα Σαρακηνών νομού Πέλλης γιορτάζει τον Αγγελή Γάτσο, οπλαρχηγό του 1821, με επιμνημόσυνη δέηση. <box>1026 247 1286 267</box>
article-text: ΑΘΗΝΑ 11.— Πέντε γιατρούς θα διεξαχθεί ο πανελλήνιος αντικαρκινικός έρανος από 21 έως 27 Απριλίου. <box>1026 375 1286 395</box>
article-kicker: Η νεολαία πού σπουδάζει <box>1328 21 1503 40</box>
article-subhead: ΑΠΟ 21 ΕΩΣ 27 ΑΠΡΙΛΙΟΥ Ο ΠΑΝΕΛΛΗΝΙΟΣ ΑΝΤΙΚΑΡΚΙΝΙΚΟΣ ΕΡΑΝΟΣ <box>1027 354 1285 374</box>
tender-text: ΔΙΑΓΩΝΙΣΜΟΣ ΤΗΣ Μ.Ε.Δ.Δ.Δ.Α. Η Μόνιμη Επιτροπή Διενεργείας Διαγωνισμών Δημοτικών Δαπανών προκηρύσσει δημόσιο μειοδοτικό διαγωνισμό για την εκτέλεση του έργου. <box>824 474 1019 504</box>
ad-requirement: – Νά έχουν επαγγελματικό δίπλωμα οδηγήσεως <box>40 1245 304 1259</box>
article-headline: ΔΙΑΤΑΧΘΗΚΕ Η ΚΑΤΑΣΧΕΣΗ 62 ΚΑΛΛΥΝΤΙΚΩΝ ΠΟΥ ΚΥΚΛΟΦΟΡΟΥΝ ΠΑΡΑΝΟΜΑ <box>637 44 1004 136</box>
ad-subtitle: ΖΗΤΕΙΤΑΙ ΟΔΗΓΟΣ ΠΩΛΗΤΗΣ <box>67 1073 363 1098</box>
article-text: Ο Σύνδεσμος Εξαγωγέων Βορείου Ελλάδος ζητεί μέτρα για την ενίσχυση των επιχειρήσεων που επλήγησαν από τις πλημμύρες. <box>1293 680 1413 721</box>
telephonist-job-ad <box>623 692 1019 791</box>
article-text: ΑΘΗΝΑ, 11.— Η δίκη τού έξη παραπεμφθέντων μητροπολίτη Πρέβεζας κ. Στυλιανού στό δευτεροβάθμιο συνοδικό δικαστήριο, γιά τά γνωστά εκδικαστικά σκάνδαλα, δέν έγινε σήμερα έλλείψει απαρτίας. Ο μητροπολίτης προσήλθε στό δικαστήριο μαζί με τούς συνηγόρους του. <box>411 97 615 148</box>
ad-brand: ΖΟΡΠΙΔΗΣ <box>1097 731 1215 757</box>
notice-text: Το Ελληνικό Κέντρο Παραγωγικότητας ανακοινώνει την έναρξη εγγραφών στη σχολή στελεχών πωλήσεων. <box>415 777 611 798</box>
ad-title: ΖΗΤΟΥΝΤΑΙ ΑΝΤΙΠΡΟΣΩΠΟΙ <box>104 921 327 986</box>
representatives-ad <box>27 917 404 1023</box>
row-date: 18/2 <box>1263 816 1282 826</box>
egypt-tour-ad <box>1026 562 1286 641</box>
tender-text: ΑΝΑΔΕΙΞΗ ΕΡΓΑΛΕΙΟΥ ΚΑΛΑΜΠΟΚΙΟΥ. Η Δ/νση Εκθέσεως Θεσσαλονίκης προκηρύσσει πρόχειρο διαγωνισμό για την προμήθεια υλικών. Οι προσφορές θα γίνονται δεκτές μέχρι 12 π.μ. της ημέρας του διαγωνισμού. <box>623 474 818 514</box>
ad-subtitle: ΚΑΡΝΑΒΑΛΙ 79 <box>1110 758 1202 773</box>
article-text: Τό πρόγραμμα των πτυχιακών εξετάσεων Φεβρουαρίου ανακοινώθηκε από τη γραμματεία της σχολής. Οι εξετάσεις θα διεξαχθούν στις αίθουσες 103, 106, 112 από 20 Φεβρουαρίου. <box>1293 155 1413 214</box>
article-kicker: Μέ άπόφαση τού κ. Δοξιάδη <box>719 21 923 41</box>
tender-text: ΑΝΑΔΕΙΞΗ ΕΡΓΑΛΕΙΟΥ ΚΑΛΑΜΠΟΚΙΟΥ. Η Δ/νση Εκθέσεως Θεσσαλονίκης προκηρύσσει πρόχειρο διαγωνισμό για την προμήθεια υλικών. Οι προσφορές θα γίνονται δεκτές μέχρι 12 π.μ. της ημέρας του διαγωνισμού. <box>623 644 818 684</box>
notice-title: ΠΡΟΣΛΗΨΗ ΙΑΤΡΩΝ ΣΤΟ ΑΧΕΠΑ <box>445 630 581 641</box>
ad-phone: ΤΗΛ. 237.859 & 223.292 <box>1090 841 1222 855</box>
ad-row <box>1030 795 1282 805</box>
ad-contact: Γιά πληροφορίες τηλεφωνήστε ή γράψτε. BRAVO Α.Ε., Λ. Κηφισού 100, Αιγάλεω 11, τηλ. 5612-0271/29 τό πρωί, πλήν Σαββάτου, κ. Χ. Κυρλή. <box>33 1290 360 1314</box>
article-text: Οι ωρομίσθιοι καθηγητές ΚΕΤΕ Γιαννιτσών δεν πήραν μισθό από τον Μάιο. Ζητούν την άμεση καταβολή των οφειλομένων. <box>1026 157 1286 176</box>
row-date: 16—18/2 <box>1243 784 1282 795</box>
article-text: ΑΘΗΝΑ, 11.— Τό υπουργείο Βιομηχανίας προωθεί μέτρα για την προστασία των θαλασσίων περιοχών από κάθε μορφής ρύπανση βιομηχανικών αποβλήτων. <box>1418 434 1538 485</box>
section-banner: ΔΙΑΚΗΡΥΞΕΙΣ <box>671 409 971 466</box>
notice-text: Εις μνήμην τού αειμνήστου συζύγου και πατέρα προσφέρθηκαν στό νοσοκομείο δραχμές 10.000. <box>415 934 611 953</box>
article-text: ΑΘΗΝΑ, 11.— Τό υπουργείο Βιομηχανίας προωθεί μέτρα για την προστασία των θαλασσίων περιοχών από κάθε μορφής ρύπανση βιομηχανικών αποβλήτων. <box>1293 516 1413 567</box>
thanks-notice <box>27 846 404 912</box>
ad-subtitle: ΚΑΤΑΣΤΗΜΑ <box>479 857 548 870</box>
article-text: ΑΘΗΝΑ, 11.— Τό υπουργείο Βιομηχανίας προωθεί μέτρα για την προστασία των θαλασσίων περιοχών από κάθε μορφής ρύπανση βιομηχανικών αποβλήτων. <box>1418 487 1538 538</box>
notice-title: ΔΩΡΕΑ <box>480 907 547 932</box>
article-text: ΑΘΗΝΑ 11.— Τιμήθηκε άπό τούς πατριώτες του Συμιακούς και τόν φίλο του κουκλικό σύλλογο Συμίων. Κατά τό Πανσέμηνο στην Πλάκα ό γιάτρος Κώστας Βαλσάμης. Κατά τή διάρκεια τελετής ό πρόεδρος τού σωματείου κ. Μιχαλαινος έπιδωσε τιμητικό δίπλωμα και χρυσό μετάλλιο. <box>27 222 181 292</box>
article-text: Η περιφερειακή επιτροπή της Ε.ΔΗ.Κ. Θεσσαλονίκης πραγματοποίησε σύσκεψη για τα προβλήματα της περιοχής. <box>1026 284 1286 304</box>
ad-phone: Τηλέφ. 267-066 & 233-349 <box>1108 544 1204 555</box>
article-subhead: 48ΩΡΗ ΑΠΕΡΓΙΑ ΣΠΟΥΔΑΣΤΡΙΩΝ ΝΟΣΟΚΟΜΩΝ <box>413 206 613 216</box>
article-deck: Αγγλική γλώσσα. Β' έδρα εργαστηρίου φυσικής. Μετεκπαιδευτικά μαθήματα κεντρικού νοσοκομείου <box>1296 84 1535 149</box>
notice-signature: Ο ΠΡΟΕΔΡΟΣ ΧΡΗΣΤΟΣ ΑΘΑΝ. ΚΟΛΟΚΟΤΡΩΝΗΣ <box>706 868 935 879</box>
sale-ad <box>411 831 615 899</box>
ad-subtitle: ΖΗΤΕΙ ΤΗΛΕΦΩΝΗΤΡΙΑ <box>693 710 948 737</box>
tender-text: ΑΝΑΔΕΙΞΗ ΕΡΓΑΛΕΙΟΥ ΚΑΛΑΜΠΟΚΙΟΥ. Η Δ/νση Εκθέσεως Θεσσαλονίκης προκηρύσσει πρόχειρο διαγωνισμό για την προμήθεια υλικών. Οι προσφορές θα γίνονται δεκτές μέχρι 12 π.μ. της ημέρας του διαγωνισμού. <box>623 602 818 642</box>
donation-notice <box>411 903 615 982</box>
